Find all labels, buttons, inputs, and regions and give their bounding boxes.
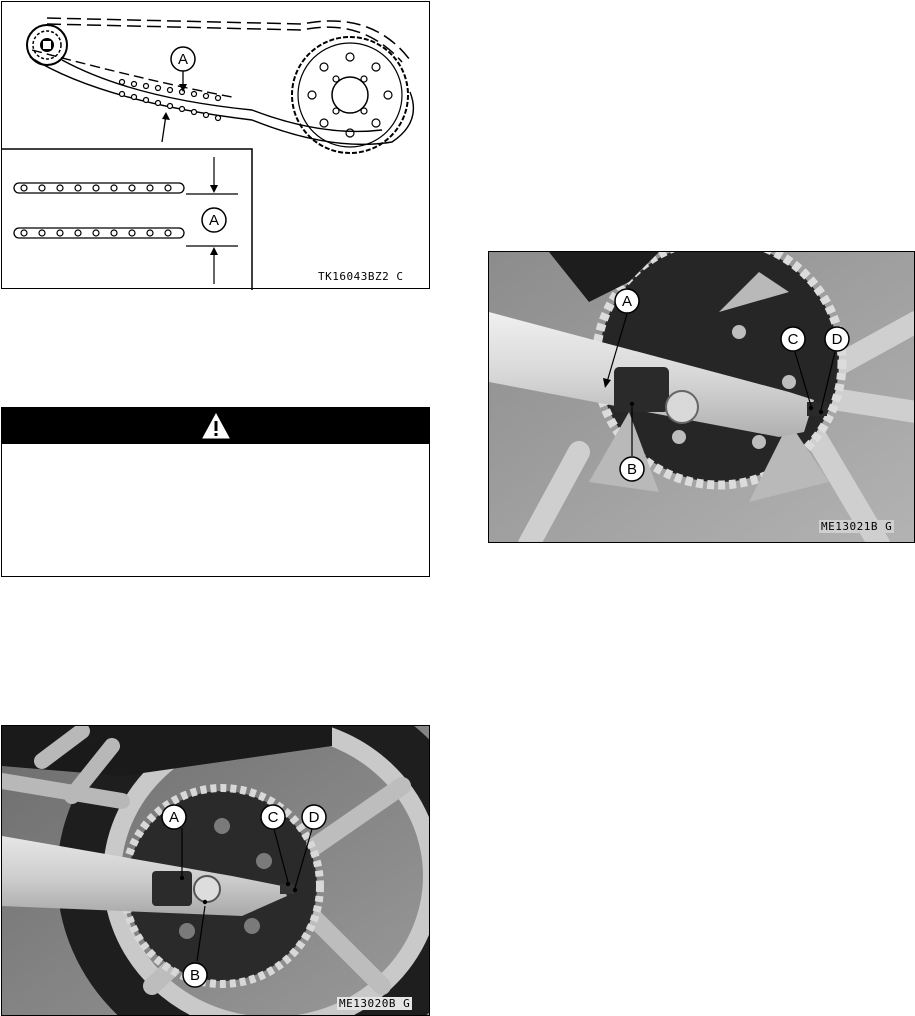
callout-b-label: B — [189, 967, 201, 984]
callout-a-top — [162, 47, 195, 142]
chain-slack-figure — [1, 1, 430, 289]
figure-code: TK16043BZ2 C — [318, 270, 404, 283]
warning-box — [1, 407, 430, 577]
callout-c-label: C — [787, 331, 799, 348]
chain-links — [120, 80, 221, 121]
callout-c-label: C — [267, 809, 279, 826]
callout-a-top-label: A — [177, 51, 189, 68]
callout-a-label: A — [621, 293, 633, 310]
rear-sprocket — [292, 37, 408, 153]
warning-triangle-icon — [201, 412, 231, 440]
slack-inset — [2, 149, 252, 290]
callout-d-label: D — [831, 331, 843, 348]
figure-code: ME13021B G — [821, 520, 893, 533]
callout-d-label: D — [308, 809, 320, 826]
callout-a-label: A — [168, 809, 180, 826]
rear-axle-photo-right — [488, 251, 915, 543]
rear-axle-photo-right-image — [489, 252, 915, 543]
rear-axle-photo-left — [1, 725, 430, 1016]
chain-slack-drawing — [2, 2, 431, 290]
warning-header — [2, 408, 429, 444]
rear-axle-photo-left-image — [2, 726, 430, 1016]
callout-b-label: B — [626, 461, 638, 478]
callout-a-inset-label: A — [208, 212, 220, 229]
figure-code: ME13020B G — [339, 997, 411, 1010]
